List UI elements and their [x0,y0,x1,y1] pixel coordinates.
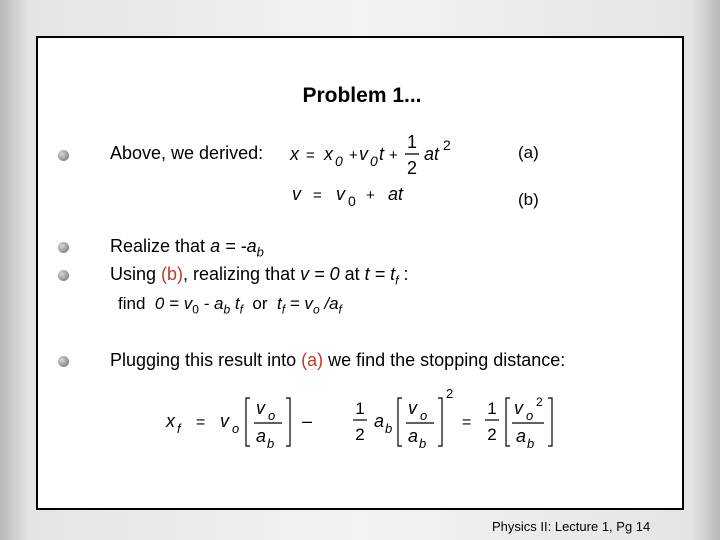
eq-a-sup: 2 [443,137,451,153]
bullet-icon [58,242,69,253]
final-frac1-num-sub: o [268,408,276,423]
bracket-left-1 [246,398,250,446]
bullet-3-mid: , realizing that [183,264,301,284]
bullet-3-expr2: t = t [364,264,396,284]
final-equals-1: = [196,414,206,431]
slide [36,36,684,510]
find-expr-3: t [230,294,240,313]
find-expr-4: t [276,294,282,313]
eq-b-plus: + [366,187,375,204]
eq-b-equals: = [313,187,322,204]
final-v: v [220,411,229,431]
bracket-left-2 [398,398,402,446]
stopping-distance-equation [162,386,522,456]
bullet-2-sub: b [256,244,264,260]
equation-a [286,126,476,176]
find-sub-2: b [223,302,231,317]
find-sub-3: f [239,302,243,317]
final-x-sub: f [177,421,181,436]
find-expr-1: 0 = v [154,294,193,313]
bullet-3-at: at [339,264,365,284]
eq-a-x: x [324,144,333,164]
bullet-2-expr: a = -a [210,236,257,256]
eq-a-v-sub: 0 [370,153,378,169]
bullet-3-colon: : [398,264,409,284]
final-half-den: 2 [355,425,365,444]
slide-footer: Physics II: Lecture 1, Pg 14 [492,519,651,534]
eq-b-v: v [336,184,345,204]
final-equals-2: = [462,414,472,431]
final-x: x [166,411,175,431]
find-sub-4: f [281,302,286,317]
final-frac3-den-sub: b [527,436,535,451]
find-or: or [252,294,268,313]
bullet-icon [58,150,69,161]
bracket-right-1 [286,398,290,446]
eq-a-lhs: x [290,144,299,164]
bullet-2-text [110,236,264,260]
final-frac2-num-sub: o [420,408,428,423]
final-frac2-den-a: a [408,426,419,446]
final-sup: 2 [446,386,454,401]
stopping-distance-equation-tail [504,386,574,456]
find-expr-5: = v [285,294,313,313]
final-frac3-den-a: a [516,426,527,446]
bullet-3-sub: f [395,273,399,288]
bullet-4-post: we find the stopping distance: [323,350,566,370]
bullet-3-text [110,264,409,288]
slide-title: Problem 1... [302,84,422,107]
eq-b-tag: (b) [518,190,539,209]
final-a: a [374,411,385,431]
eq-b-v-sub: 0 [348,193,356,209]
find-expr-2: - a [198,294,224,313]
bullet-3-pre: Using [110,264,162,284]
find-line [118,294,342,316]
final-frac3-num-sub: o [526,408,534,423]
final-frac2-num-v: v [408,398,417,418]
final-frac2-den-sub: b [419,436,427,451]
eq-a-numerator: 1 [406,132,418,152]
eq-a-v: v [359,144,368,164]
final-frac1-den-a: a [256,426,267,446]
bullet-4-ref: (a) [301,350,324,370]
find-sub-5: o [312,302,320,317]
eq-a-t: t [379,144,385,164]
eq-b-lhs: v [292,184,301,204]
final-frac3-num-v: v [514,398,523,418]
bullet-icon [58,270,69,281]
eq-a-plus-1: + [349,147,358,164]
final-frac1-num-v: v [256,398,265,418]
final-frac1-den-sub: b [267,436,275,451]
bracket-right-3 [548,398,552,446]
find-word: find [118,294,146,313]
final-a-sub: b [385,421,393,436]
find-sub-1: 0 [192,302,199,317]
eq-b-rhs: at [388,184,404,204]
find-sub-6: f [338,302,342,317]
final-half-num: 1 [355,399,365,418]
bullet-4-text [110,350,565,371]
final-frac3-num-sup: 2 [536,395,543,409]
final-minus: – [302,411,313,431]
final-half2-num: 1 [487,399,497,418]
bullet-1-text: Above, we derived: [110,143,264,163]
eq-a-plus-2: + [389,147,398,164]
eq-a-x-sub: 0 [335,153,343,169]
eq-a-tag: (a) [518,143,539,162]
bullet-4-pre: Plugging this result into [110,350,302,370]
final-half2-den: 2 [487,425,497,444]
final-v-sub: o [232,421,240,436]
find-expr-6: /a [319,294,339,313]
eq-a-equals: = [306,147,315,164]
bullet-2-prefix: Realize that [110,236,211,256]
bullet-3-expr1: v = 0 [300,264,340,284]
bullet-3-ref: (b) [161,264,184,284]
bullet-icon [58,356,69,367]
eq-a-at: at [424,144,440,164]
bracket-left-3 [506,398,510,446]
eq-a-denominator: 2 [406,158,418,176]
bracket-right-2 [438,398,442,446]
equation-b [286,174,436,214]
